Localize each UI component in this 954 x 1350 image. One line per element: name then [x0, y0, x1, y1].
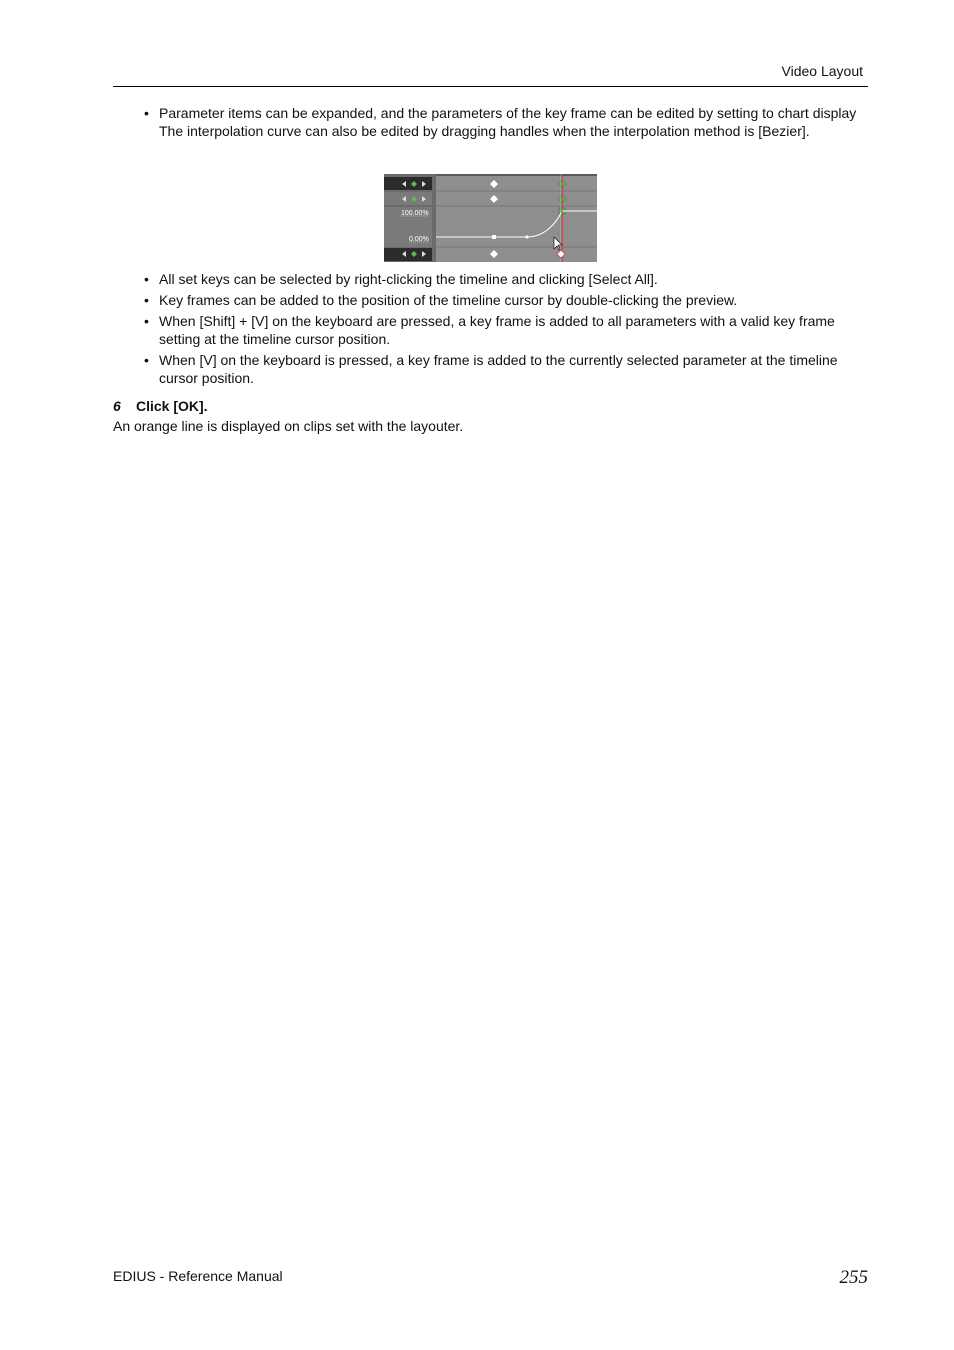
page-number: 255	[839, 1267, 868, 1288]
list-item: • When [Shift] + [V] on the keyboard are pressed, a key frame is added to all parameters with a valid key frame setting at the timeline cursor position.	[113, 312, 868, 348]
list-item: • Parameter items can be expanded, and the parameters of the key frame can be edited by setting to chart display The interpolation curve can also be edited by dragging handles when the interpolation method is [Bezier].	[113, 104, 868, 140]
keyframe-icon[interactable]	[492, 235, 496, 239]
list-item: • Key frames can be added to the position of the timeline cursor by double-clicking the preview.	[113, 291, 868, 309]
step-description: An orange line is displayed on clips set with the layouter.	[113, 418, 464, 434]
list-item: • All set keys can be selected by right-clicking the timeline and clicking [Select All].	[113, 270, 868, 288]
keyframe-timeline-image	[384, 174, 597, 262]
step-number: 6	[113, 398, 121, 414]
header-rule	[113, 86, 868, 87]
chart-min-label: 0.00%	[409, 236, 429, 243]
step-title: Click [OK].	[136, 398, 208, 414]
bezier-handle-icon[interactable]	[525, 235, 528, 238]
bullet-list-bottom	[113, 270, 868, 390]
chart-max-label: 100.00%	[401, 210, 429, 217]
list-item: • When [V] on the keyboard is pressed, a key frame is added to the currently selected parameter at the timeline cursor position.	[113, 351, 868, 387]
step-heading	[113, 398, 208, 414]
footer-manual-title: EDIUS - Reference Manual	[113, 1268, 283, 1284]
bullet-list-top	[113, 104, 868, 143]
keyframe-timeline-figure	[384, 174, 597, 262]
header-title: Video Layout	[781, 63, 863, 79]
